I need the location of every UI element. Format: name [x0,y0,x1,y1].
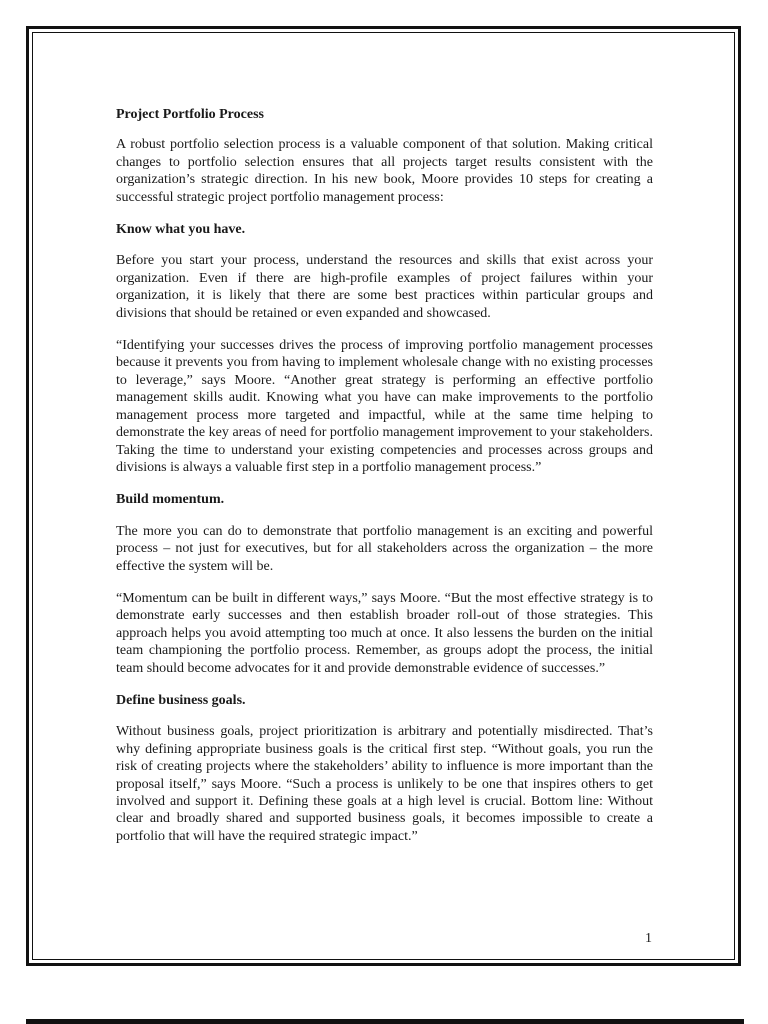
section-paragraph: “Momentum can be built in different ways,” says Moore. “But the most effective strategy is to demonstrate early successes and then establish broader roll-out of those strategies. This approach helps you avoid attempting too much at once. It also lessens the burden on the initial team championing the portfolio process. Remember, as groups adopt the process, the initial team should become advocates for it and provide demonstrable evidence of successes.” [116,590,653,676]
section-heading-know-what-you-have: Know what you have. [116,222,246,238]
document-body [116,106,653,860]
next-page-border [26,1019,744,1024]
document-title: Project Portfolio Process [116,107,264,122]
section-paragraph: Before you start your process, understand the resources and skills that exist across your organization. Even if there are high-profile examples of project failures within your organization, it is likely that there are some best practices within particular groups and divisions that should be retained or even expanded and showcased. [116,253,653,321]
section-paragraph: Without business goals, project prioritization is arbitrary and potentially misdirected. That’s why defining appropriate business goals is the critical first step. “Without goals, you run the risk of creating projects where the stakeholders’ ability to influence is more important than the proposal itself,” says Moore. “Such a process is unlikely to be one that inspires others to get involved and support it. Defining these goals at a high level is crucial. Bottom line: Without clear and broadly shared and supported business goals, it becomes impossible to create a portfolio that will have the required strategic impact.” [116,724,653,844]
section-heading-define-business-goals: Define business goals. [116,692,246,708]
intro-paragraph: A robust portfolio selection process is a valuable component of that solution. Making critical changes to portfolio selection ensures that all projects target results consistent with the organization’s strategic direction. In his new book, Moore provides 10 steps for creating a successful strategic project portfolio management process: [116,137,653,205]
page-number: 1 [645,931,652,946]
section-paragraph: The more you can do to demonstrate that portfolio management is an exciting and powerful process – not just for executives, but for all stakeholders across the organization – the more effective the system will be. [116,523,653,574]
section-paragraph: “Identifying your successes drives the process of improving portfolio management processes because it prevents you from having to implement wholesale change with no existing processes to leverage,” says Moore. “Another great strategy is performing an effective portfolio management skills audit. Knowing what you have can make improvements to the portfolio management process more targeted and impactful, while at the same time helping to demonstrate the key areas of need for portfolio management improvement to your stakeholders. Taking the time to understand your existing competencies and processes across groups and divisions is always a valuable first step in a portfolio management process.” [116,338,653,475]
section-heading-build-momentum: Build momentum. [116,492,225,508]
